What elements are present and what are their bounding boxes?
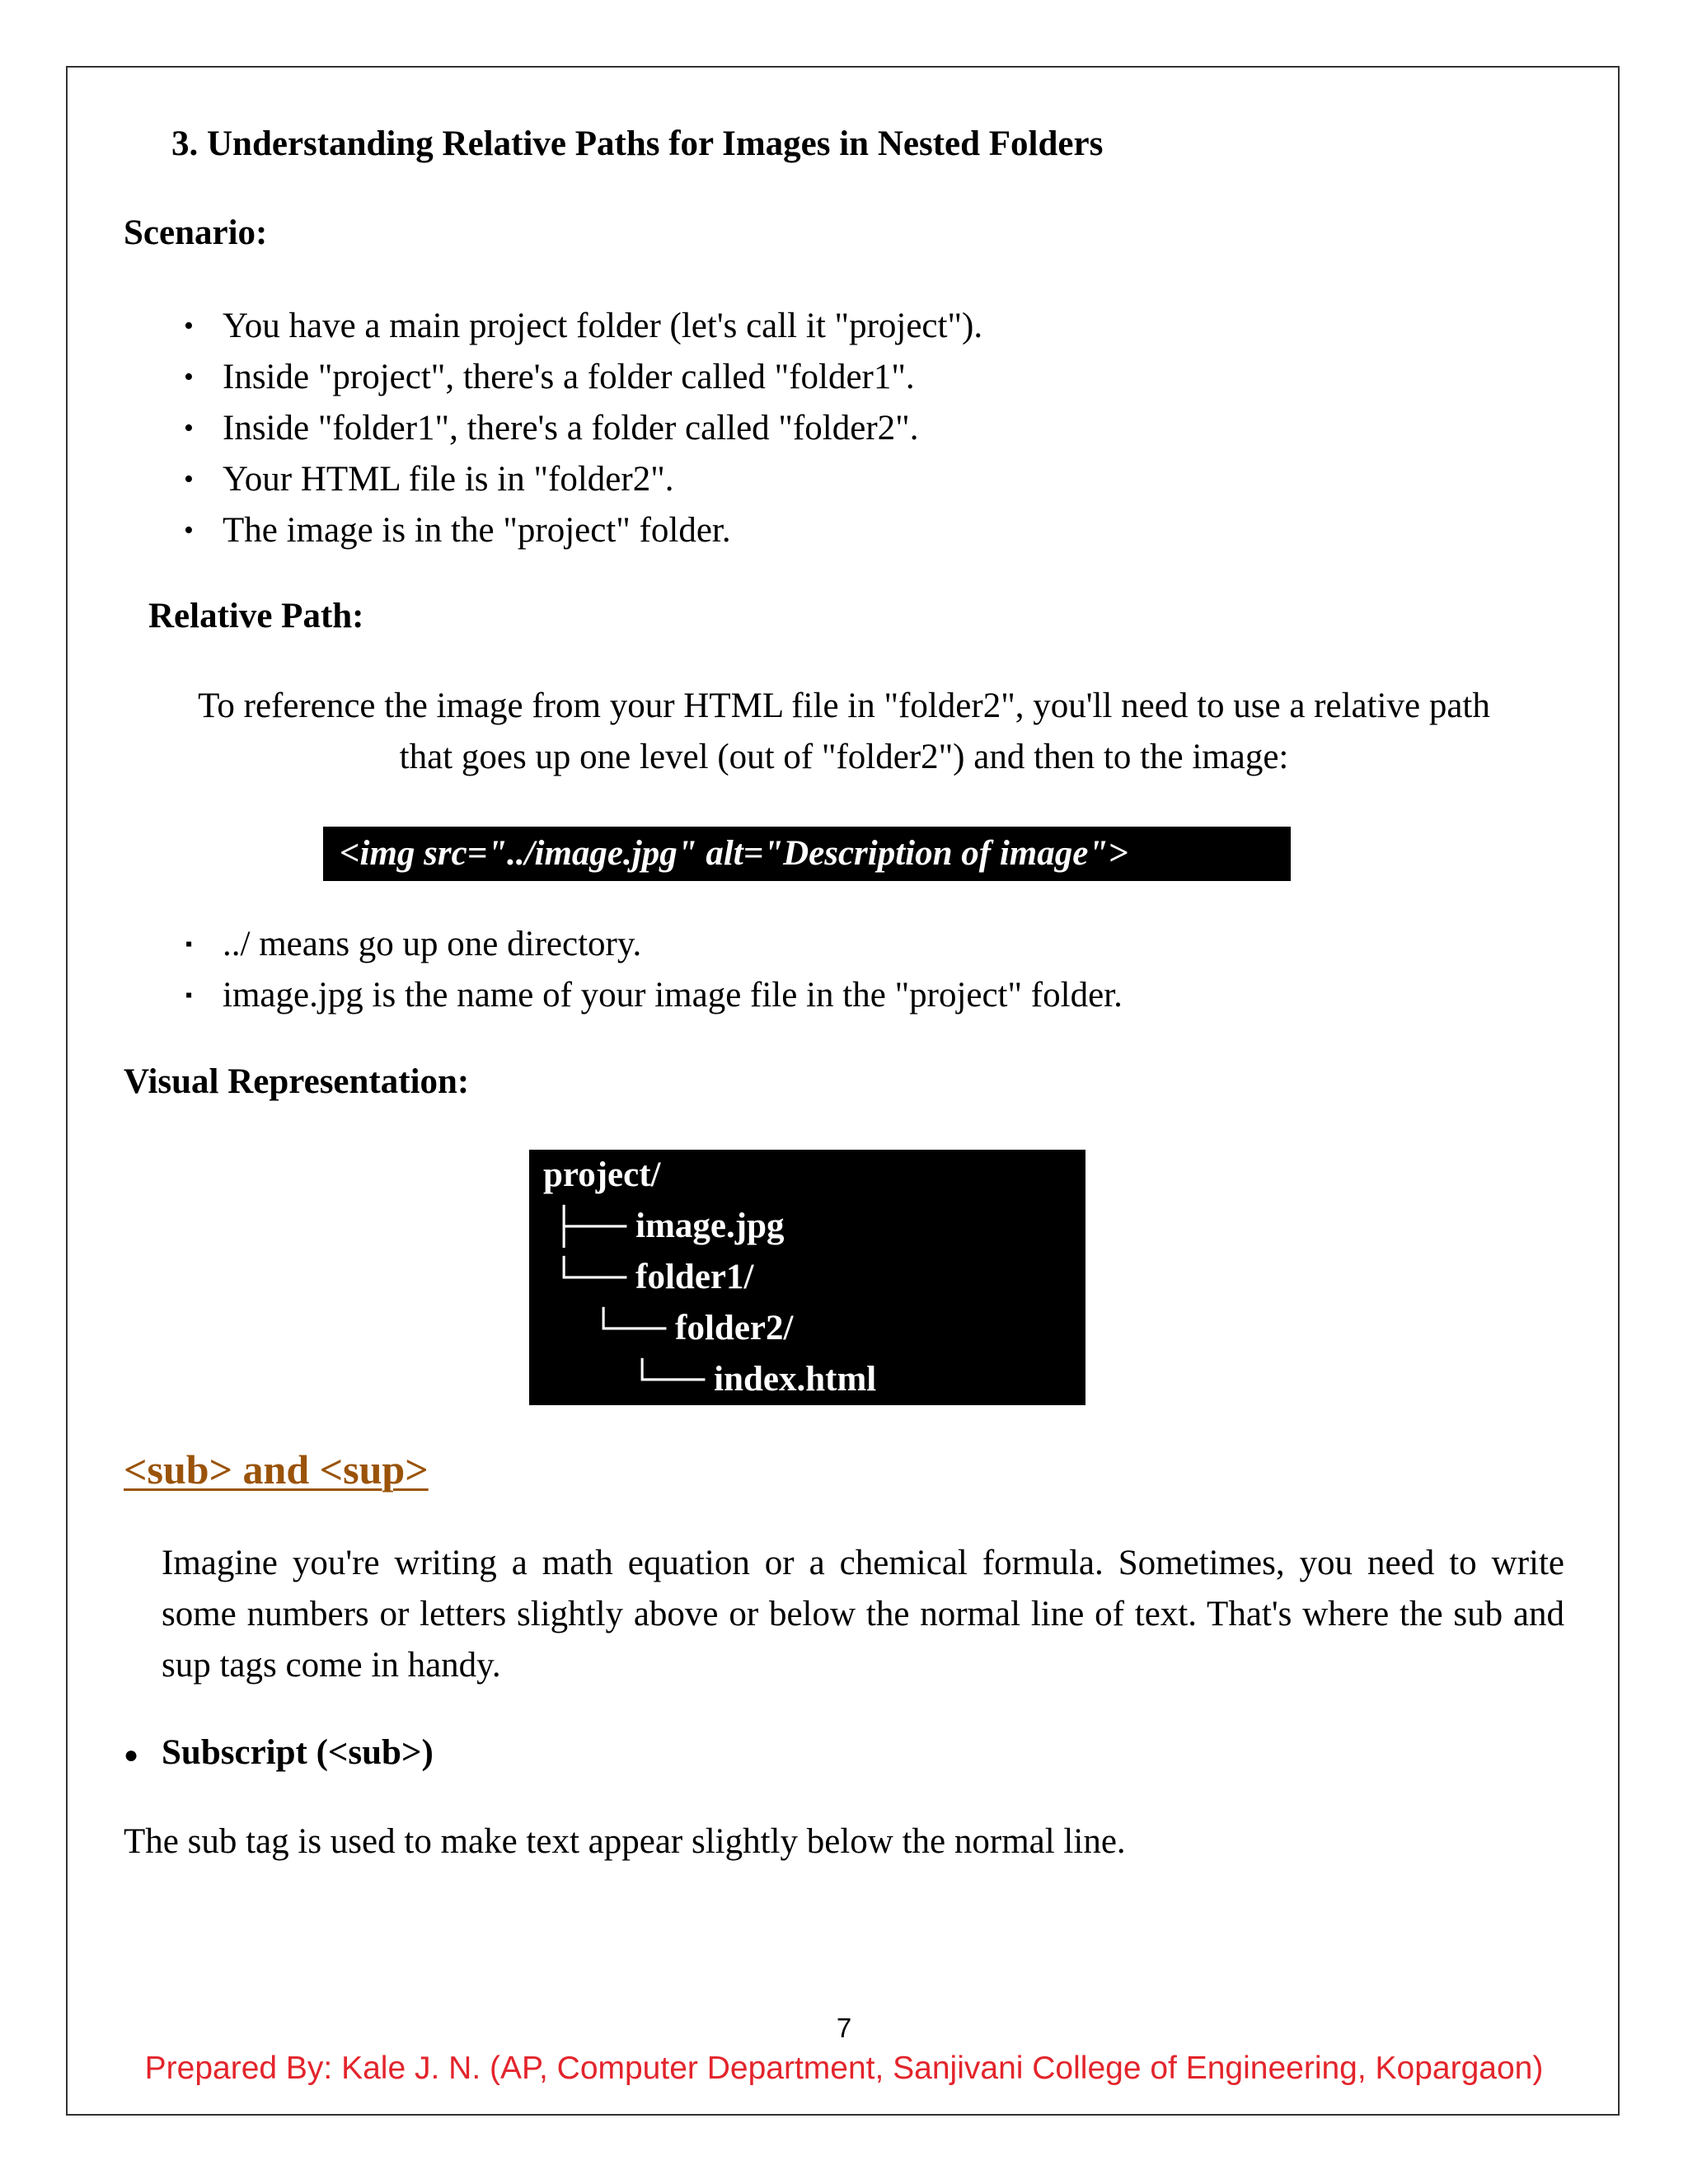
tree-line-folder2: └── folder2/ — [591, 1309, 794, 1347]
list-item: • Inside "folder1", there's a folder called "folder2". — [223, 403, 982, 454]
tree-line-folder1: └── folder1/ — [551, 1258, 754, 1296]
tree-line-project: project/ — [543, 1155, 661, 1194]
bullet-icon: • — [184, 515, 194, 546]
path-notes-list — [185, 919, 1123, 1021]
list-item: • The image is in the "project" folder. — [223, 505, 982, 556]
page-number: 7 — [836, 2013, 852, 2043]
bullet-icon: ● — [124, 1741, 139, 1769]
bullet-icon: • — [184, 362, 194, 392]
folder-tree — [529, 1150, 1085, 1405]
scenario-list — [184, 301, 983, 556]
section-heading: 3. Understanding Relative Paths for Images in Nested Folders — [171, 124, 1104, 163]
bullet-icon: • — [184, 464, 194, 494]
relative-path-text-line1: To reference the image from your HTML file in "folder2", you'll need to use a relative path — [198, 687, 1490, 725]
bullet-icon: • — [184, 311, 194, 341]
footer-credit: Prepared By: Kale J. N. (AP, Computer Department, Sanjivani College of Engineering, Kopargaon) — [144, 2050, 1544, 2086]
subscript-text: The sub tag is used to make text appear slightly below the normal line. — [124, 1822, 1126, 1861]
relative-path-heading: Relative Path: — [148, 597, 364, 635]
subscript-heading: Subscript (<sub>) — [162, 1733, 434, 1772]
list-item: • Your HTML file is in "folder2". — [223, 454, 982, 505]
list-item: • Inside "project", there's a folder called "folder1". — [223, 352, 982, 403]
subscript-heading-row — [124, 1732, 434, 1773]
square-bullet-icon: ▪ — [185, 985, 193, 1006]
scenario-heading: Scenario: — [124, 213, 268, 252]
tree-line-index: └── index.html — [630, 1360, 877, 1399]
list-item: • You have a main project folder (let's call it "project"). — [223, 301, 982, 352]
code-snippet: <img src="../image.jpg" alt="Description of image"> — [323, 827, 1291, 881]
list-item: ▪ ../ means go up one directory. — [223, 919, 1123, 970]
list-item: ▪ image.jpg is the name of your image file in the "project" folder. — [223, 970, 1123, 1021]
relative-path-text-line2: that goes up one level (out of "folder2") and then to the image: — [399, 738, 1289, 776]
visual-representation-heading: Visual Representation: — [124, 1062, 470, 1101]
bullet-icon: • — [184, 413, 194, 443]
sub-sup-heading: <sub> and <sup> — [124, 1446, 429, 1493]
square-bullet-icon: ▪ — [185, 934, 193, 955]
sub-sup-paragraph: Imagine you're writing a math equation or a chemical formula. Sometimes, you need to write some numbers or letters slightly above or below the normal line of text. That's where the sub and sup tags come in handy. — [162, 1544, 1564, 1685]
tree-line-image: ├── image.jpg — [551, 1207, 785, 1245]
